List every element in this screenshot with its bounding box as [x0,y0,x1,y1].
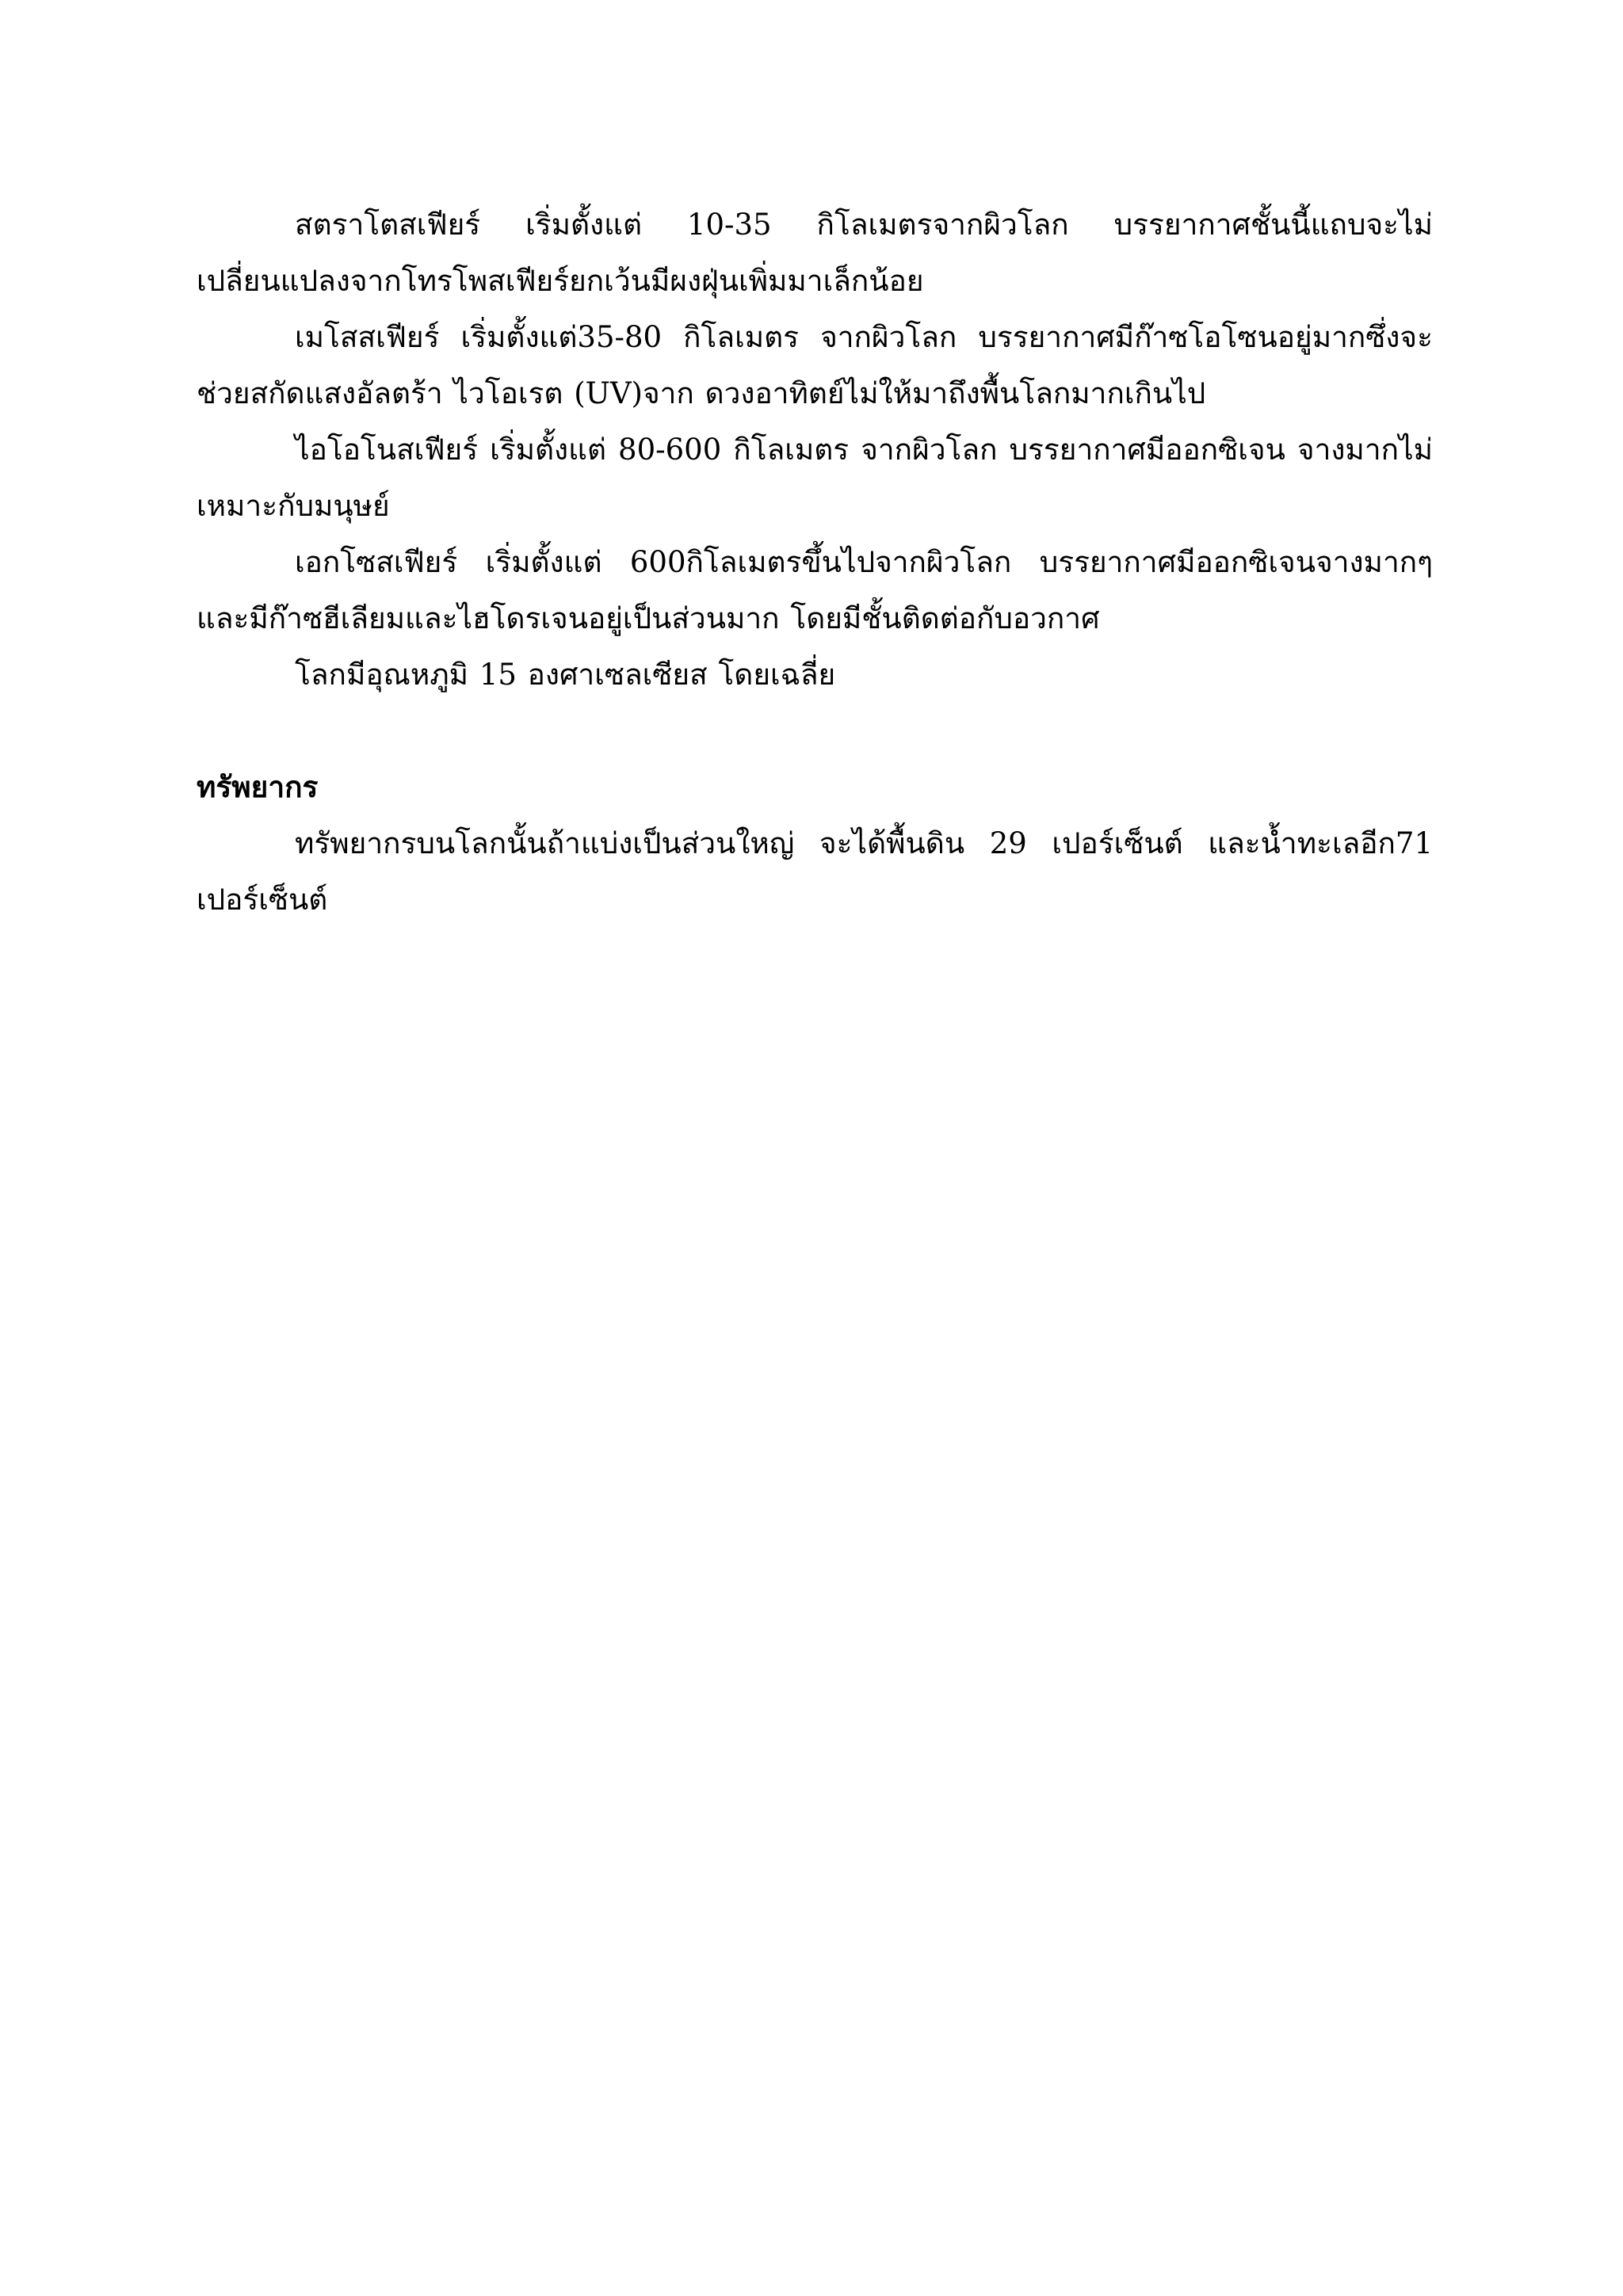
paragraph-temperature: โลกมีอุณหภูมิ 15 องศาเซลเซียส โดยเฉลี่ย [295,658,836,692]
paragraph-resources: ทรัพยากรบนโลกนั้นถ้าแบ่งเป็นส่วนใหญ่ จะได้พื้นดิน 29 เปอร์เซ็นต์ และน้ำทะเลอีก71 เปอร์เซ็นต์ [197,826,1433,917]
section-heading-resources: ทรัพยากร [197,769,319,804]
paragraph-mesosphere: เมโสสเฟียร์ เริ่มตั้งแต่35-80 กิโลเมตร จากผิวโลก บรรยากาศมีก๊าซโอโซนอยู่มากซึ่งจะช่วยสกัดแสงอัลตร้า ไวโอเรต (UV)จาก ดวงอาทิตย์ไม่ให้มาถึงพื้นโลกมากเกินไป [197,320,1433,410]
document-body [197,196,1433,928]
paragraph-exosphere: เอกโซสเฟียร์ เริ่มตั้งแต่ 600กิโลเมตรขึ้นไปจากผิวโลก บรรยากาศมีออกซิเจนจางมากๆ และมีก๊าซฮีเลียมและไฮโดรเจนอยู่เป็นส่วนมาก โดยมีชั้นติดต่อกับอวกาศ [197,545,1433,635]
paragraph-ionosphere: ไอโอโนสเฟียร์ เริ่มตั้งแต่ 80-600 กิโลเมตร จากผิวโลก บรรยากาศมีออกซิเจน จางมากไม่เหมาะกับมนุษย์ [197,433,1433,523]
paragraph-stratosphere: สตราโตสเฟียร์ เริ่มตั้งแต่ 10-35 กิโลเมตรจากผิวโลก บรรยากาศชั้นนี้แถบจะไม่เปลี่ยนแปลงจากโทรโพสเฟียร์ยกเว้นมีผงฝุ่นเพิ่มมาเล็กน้อย [197,208,1433,298]
section-spacer [197,703,1433,759]
